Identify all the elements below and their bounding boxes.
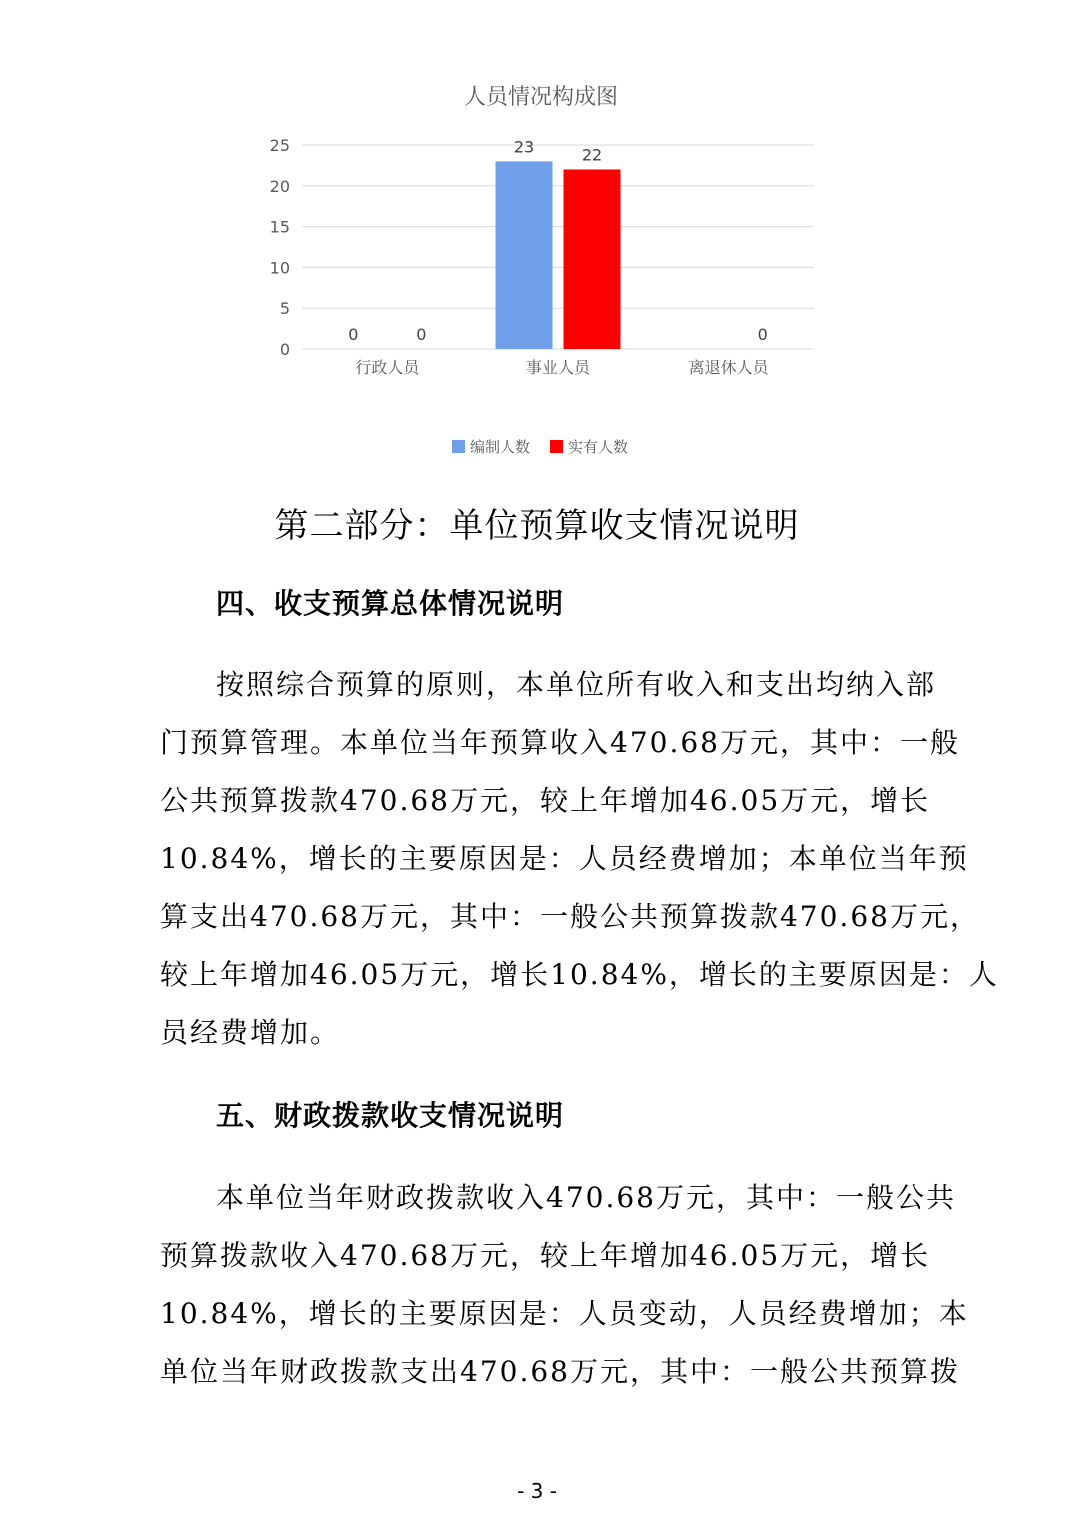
y-tick-label: 15 — [269, 217, 290, 237]
x-tick-label: 事业人员 — [525, 358, 591, 377]
paragraph-line: 单位当年财政拨款支出470.68万元，其中：一般公共预算拨 — [160, 1355, 960, 1388]
paragraph-line: 员经费增加。 — [160, 1016, 341, 1049]
paragraph-line: 门预算管理。本单位当年预算收入470.68万元，其中：一般 — [160, 726, 960, 759]
paragraph-line: 算支出470.68万元，其中：一般公共预算拨款470.68万元， — [160, 900, 980, 933]
y-tick-label: 10 — [269, 258, 290, 278]
data-label: 23 — [513, 137, 535, 157]
y-tick-label: 0 — [279, 340, 290, 359]
paragraph-line: 本单位当年财政拨款收入470.68万元，其中：一般公共 — [216, 1181, 956, 1214]
section-heading-overall-budget: 四、收支预算总体情况说明 — [216, 587, 565, 620]
legend-swatch — [550, 440, 563, 453]
paragraph-line: 10.84%，增长的主要原因是：人员变动，人员经费增加；本 — [160, 1297, 969, 1330]
data-label: 0 — [416, 325, 427, 344]
staff-composition-chart — [0, 0, 1074, 480]
paragraph-line: 按照综合预算的原则，本单位所有收入和支出均纳入部 — [216, 668, 937, 701]
data-label: 0 — [348, 325, 359, 344]
y-tick-label: 20 — [269, 176, 290, 196]
paragraph-line: 公共预算拨款470.68万元，较上年增加46.05万元，增长 — [160, 784, 931, 817]
section-heading-fiscal-appropriation: 五、财政拨款收支情况说明 — [216, 1099, 565, 1132]
page-number: - 3 - — [517, 1479, 557, 1503]
chart-title: 人员情况构成图 — [463, 85, 619, 110]
bar-actual — [564, 169, 621, 349]
bar-chart-svg — [0, 0, 1074, 480]
data-label: 0 — [757, 325, 768, 344]
legend-swatch — [452, 440, 465, 453]
paragraph-line: 10.84%，增长的主要原因是：人员经费增加；本单位当年预 — [160, 842, 969, 875]
paragraph-line: 预算拨款收入470.68万元，较上年增加46.05万元，增长 — [160, 1239, 931, 1272]
paragraph-line: 较上年增加46.05万元，增长10.84%，增长的主要原因是：人 — [160, 958, 999, 991]
part-title: 第二部分：单位预算收支情况说明 — [274, 506, 800, 546]
x-tick-label: 行政人员 — [355, 358, 420, 377]
y-tick-label: 25 — [269, 136, 290, 155]
data-label: 22 — [581, 145, 603, 165]
legend-label: 编制人数 — [470, 438, 531, 456]
y-tick-label: 5 — [279, 299, 290, 319]
legend-label: 实有人数 — [568, 438, 629, 456]
x-tick-label: 离退休人员 — [688, 358, 769, 377]
bar-authorized — [496, 161, 553, 349]
